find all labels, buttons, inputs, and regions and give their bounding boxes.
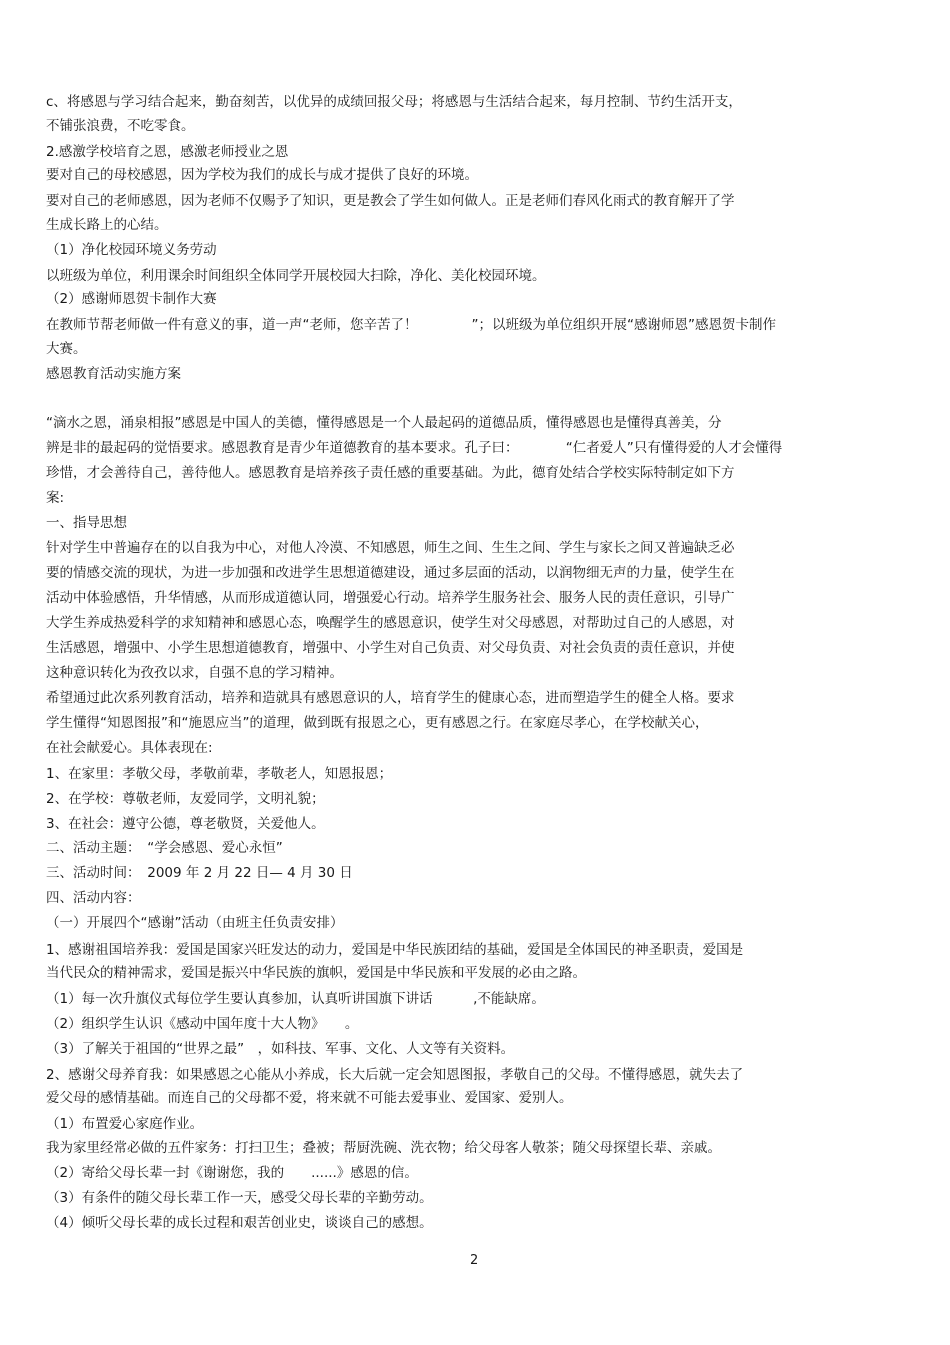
- text-line: 要对自己的母校感恩，因为学校为我们的成长与成才提供了良好的环境。: [46, 167, 478, 183]
- text-line: 学生懂得“知恩图报”和“施恩应当”的道理，做到既有报恩之心，更有感恩之行。在家庭尽孝心，在学校献关心，: [46, 715, 709, 731]
- text-line: 爱父母的感情基础。而连自己的父母都不爱，将来就不可能去爱事业、爱国家、爱别人。: [46, 1090, 573, 1106]
- text-line: 不铺张浪费，不吃零食。: [46, 118, 195, 134]
- text-line: 大赛。: [46, 341, 87, 357]
- text-line: 在教师节帮老师做一件有意义的事，道一声“老师，您辛苦了！ ”；以班级为单位组织开展“感谢师恩”感恩贺卡制作: [46, 317, 776, 333]
- text-line: 以班级为单位，利用课余时间组织全体同学开展校园大扫除，净化、美化校园环境。: [46, 268, 546, 284]
- text-line: 要的情感交流的现状，为进一步加强和改进学生思想道德建设，通过多层面的活动，以润物细无声的力量，使学生在: [46, 565, 735, 581]
- text-line: 珍惜，才会善待自己，善待他人。感恩教育是培养孩子责任感的重要基础。为此，德育处结合学校实际特制定如下方: [46, 465, 735, 481]
- text-line: （2）感谢师恩贺卡制作大赛: [46, 291, 217, 307]
- text-line: 希望通过此次系列教育活动，培养和造就具有感恩意识的人，培育学生的健康心态，进而塑造学生的健全人格。要求: [46, 690, 735, 706]
- text-line: “滴水之恩，涌泉相报”感恩是中国人的美德，懂得感恩是一个人最起码的道德品质，懂得感恩也是懂得真善美，分: [46, 415, 722, 431]
- section-heading: 二、活动主题： “学会感恩、爱心永恒”: [46, 840, 283, 856]
- list-item: 3、在社会：遵守公德，尊老敬贤，关爱他人。: [46, 816, 325, 832]
- subsection-heading: （一）开展四个“感谢”活动（由班主任负责安排）: [46, 915, 344, 931]
- text-line: （1）净化校园环境义务劳动: [46, 242, 217, 258]
- text-line: 1、感谢祖国培养我：爱国是国家兴旺发达的动力，爱国是中华民族团结的基础，爱国是全体国民的神圣职责，爱国是: [46, 942, 744, 958]
- text-line: 针对学生中普遍存在的以自我为中心，对他人冷漠、不知感恩，师生之间、生生之间、学生与家长之间又普遍缺乏必: [46, 540, 735, 556]
- list-item: （4）倾听父母长辈的成长过程和艰苦创业史，谈谈自己的感想。: [46, 1215, 433, 1231]
- list-item: （1）布置爱心家庭作业。: [46, 1116, 204, 1132]
- text-line: 2、感谢父母养育我：如果感恩之心能从小养成，长大后就一定会知恩图报，孝敬自己的父母。不懂得感恩，就失去了: [46, 1067, 744, 1083]
- text-line: c、将感恩与学习结合起来，勤奋刻苦，以优异的成绩回报父母；将感恩与生活结合起来，每月控制、节约生活开支，: [46, 94, 742, 110]
- text-line: 当代民众的精神需求，爱国是振兴中华民族的旗帜，爱国是中华民族和平发展的必由之路。: [46, 965, 586, 981]
- section-heading: 四、活动内容：: [46, 890, 141, 906]
- list-item: （2）组织学生认识《感动中国年度十大人物》 。: [46, 1016, 359, 1032]
- list-item: （2）寄给父母长辈一封《谢谢您，我的 ......》感恩的信。: [46, 1165, 418, 1181]
- text-line: 在社会献爱心。具体表现在:: [46, 740, 213, 756]
- text-line: 生活感恩，增强中、小学生思想道德教育，增强中、小学生对自己负责、对父母负责、对社会负责的责任意识，并使: [46, 640, 735, 656]
- list-item: （3）了解关于祖国的“世界之最” ，如科技、军事、文化、人文等有关资料。: [46, 1041, 515, 1057]
- section-heading: 一、指导思想: [46, 515, 127, 531]
- list-item: （1）每一次升旗仪式每位学生要认真参加，认真听讲国旗下讲话 ,不能缺席。: [46, 991, 545, 1007]
- document-title: 感恩教育活动实施方案: [46, 366, 181, 382]
- page-number: 2: [470, 1253, 479, 1268]
- text-line: 活动中体验感悟，升华情感，从而形成道德认同，增强爱心行动。培养学生服务社会、服务人民的责任意识，引导广: [46, 590, 735, 606]
- text-line: 大学生养成热爱科学的求知精神和感恩心态，唤醒学生的感恩意识，使学生对父母感恩，对帮助过自己的人感恩，对: [46, 615, 735, 631]
- text-line: 要对自己的老师感恩，因为老师不仅赐予了知识，更是教会了学生如何做人。正是老师们春风化雨式的教育解开了学: [46, 193, 735, 209]
- list-item: 1、在家里：孝敬父母，孝敬前辈，孝敬老人，知恩报恩；: [46, 766, 393, 782]
- text-line: 案:: [46, 490, 65, 506]
- text-line: 我为家里经常必做的五件家务：打扫卫生；叠被；帮厨洗碗、洗衣物；给父母客人敬茶；随父母探望长辈、亲戚。: [46, 1140, 721, 1156]
- list-item: 2、在学校：尊敬老师，友爱同学，文明礼貌；: [46, 791, 325, 807]
- section-heading: 2.感激学校培育之恩，感激老师授业之恩: [46, 144, 289, 160]
- section-heading: 三、活动时间： 2009 年 2 月 22 日— 4 月 30 日: [46, 865, 353, 881]
- list-item: （3）有条件的随父母长辈工作一天，感受父母长辈的辛勤劳动。: [46, 1190, 433, 1206]
- text-line: 这种意识转化为孜孜以求，自强不息的学习精神。: [46, 665, 343, 681]
- text-line: 辨是非的最起码的觉悟要求。感恩教育是青少年道德教育的基本要求。孔子曰： “仁者爱人”只有懂得爱的人才会懂得: [46, 440, 783, 456]
- text-line: 生成长路上的心结。: [46, 217, 168, 233]
